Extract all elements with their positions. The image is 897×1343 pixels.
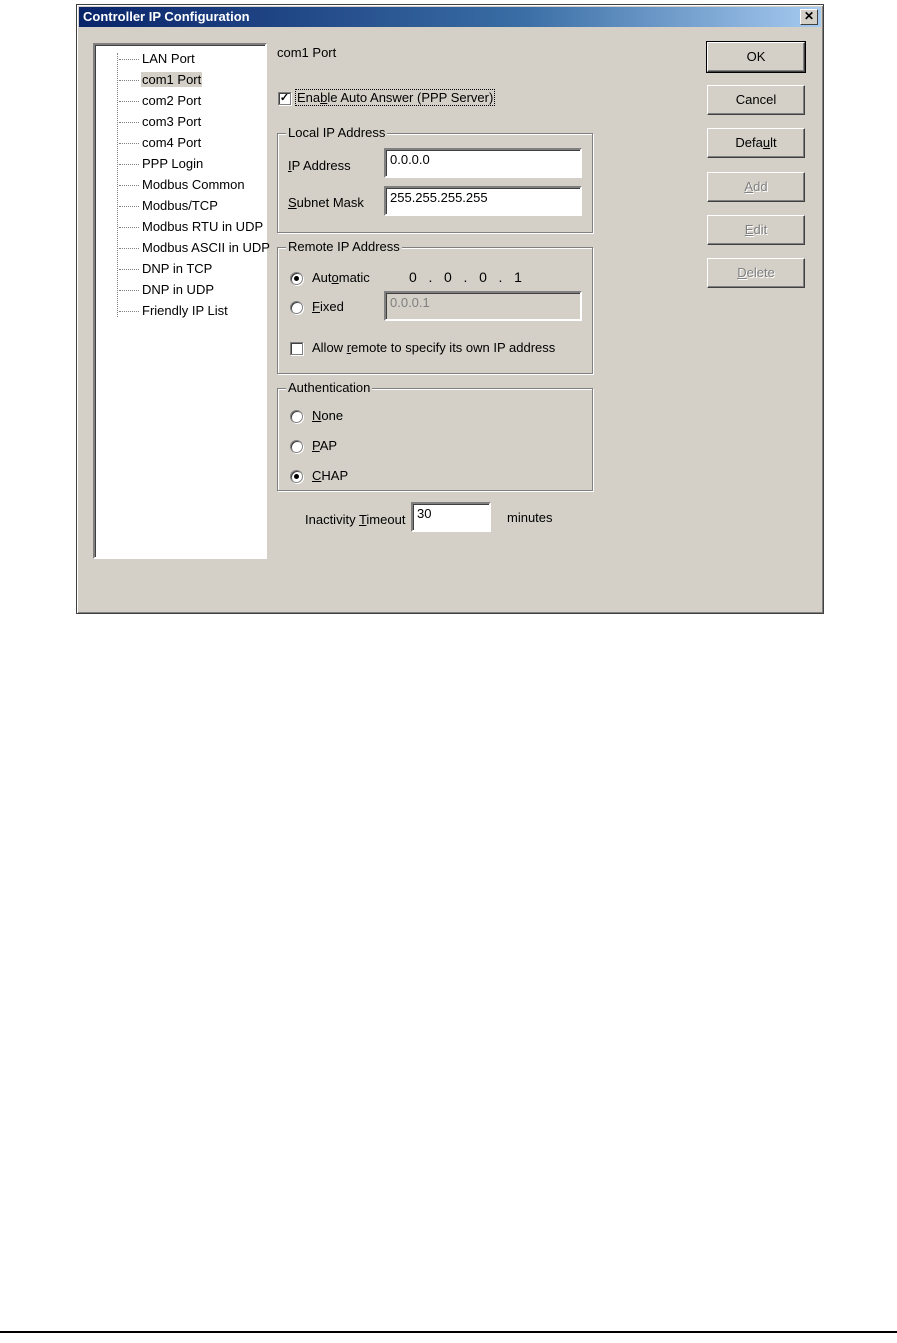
remote-ip-group-title: Remote IP Address: [288, 239, 400, 254]
fixed-ip-input: 0.0.0.1: [384, 291, 582, 321]
close-icon: ✕: [803, 9, 815, 23]
tree-connector-line: [117, 53, 118, 317]
local-ip-group-title: Local IP Address: [288, 125, 386, 140]
auth-chap-label[interactable]: CHAP: [312, 468, 349, 483]
inactivity-timeout-input[interactable]: 30: [411, 502, 491, 532]
allow-remote-ip-label[interactable]: Allow remote to specify its own IP address: [312, 340, 556, 355]
cancel-button[interactable]: Cancel: [707, 85, 805, 115]
add-button[interactable]: Add: [707, 172, 805, 202]
selected-tree-label: com1 Port: [142, 72, 202, 87]
timeout-units-label: minutes: [507, 510, 553, 525]
enable-auto-answer-checkbox[interactable]: ✓: [279, 92, 290, 104]
fixed-label[interactable]: Fixed: [312, 299, 344, 314]
authentication-group-title: Authentication: [288, 380, 371, 395]
auth-chap-radio[interactable]: [290, 470, 303, 483]
ip-address-label: IP Address: [288, 158, 351, 173]
automatic-label[interactable]: Automatic: [312, 270, 370, 285]
close-button[interactable]: [800, 9, 818, 25]
controller-ip-configuration-dialog: [76, 4, 824, 614]
auth-none-label[interactable]: None: [312, 408, 344, 423]
ip-address-input[interactable]: 0.0.0.0: [384, 148, 582, 178]
window-title: Controller IP Configuration: [83, 9, 250, 24]
subnet-mask-label: Subnet Mask: [288, 195, 364, 210]
inactivity-timeout-label: Inactivity Timeout: [305, 512, 406, 527]
subnet-mask-input[interactable]: 255.255.255.255: [384, 186, 582, 216]
auth-none-radio[interactable]: [290, 410, 303, 423]
default-button[interactable]: Default: [707, 128, 805, 158]
category-tree[interactable]: LAN Port com1 Port com2 Port com3 Port com4 Port PPP Login Modbus Common Modbus/TCP Modbus RTU in UDP Modbus ASCII in UDP DNP in TCP DNP in UDP Friendly IP List: [93, 43, 267, 559]
enable-auto-answer-label[interactable]: Enable Auto Answer (PPP Server): [297, 90, 494, 105]
fixed-radio[interactable]: [290, 301, 303, 314]
automatic-ip-readout: 0 . 0 . 0 . 1: [409, 269, 522, 285]
ok-button[interactable]: OK: [707, 42, 805, 72]
delete-button[interactable]: Delete: [707, 258, 805, 288]
automatic-radio[interactable]: [290, 272, 303, 285]
allow-remote-ip-checkbox[interactable]: [290, 342, 303, 355]
auth-pap-label[interactable]: PAP: [312, 438, 338, 453]
edit-button[interactable]: Edit: [707, 215, 805, 245]
auth-pap-radio[interactable]: [290, 440, 303, 453]
panel-heading: com1 Port: [277, 45, 337, 60]
title-bar[interactable]: [79, 7, 821, 27]
page-bottom-rule: [0, 1331, 897, 1333]
